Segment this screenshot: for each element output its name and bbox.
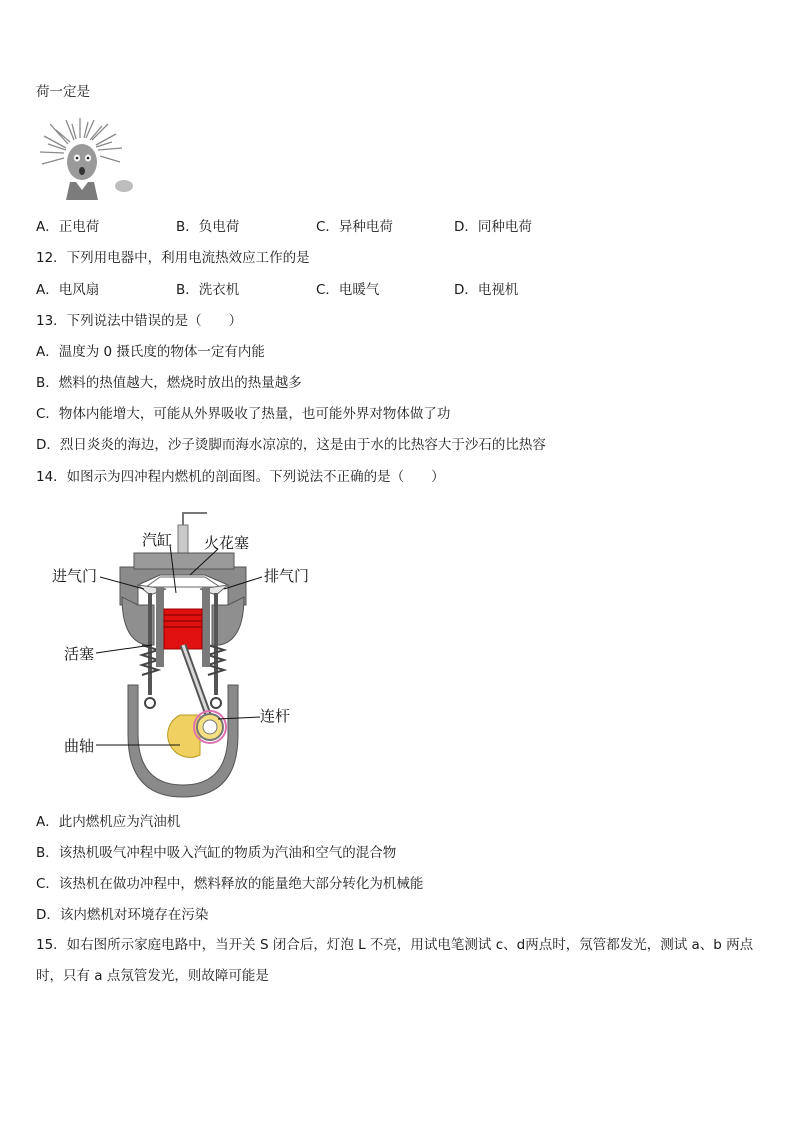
- q14-option-b: B．该热机吸气冲程中吸入汽缸的物质为汽油和空气的混合物: [36, 845, 397, 861]
- q14-stem: 14．如图示为四冲程内燃机的剖面图。下列说法不正确的是（ ）: [36, 469, 445, 485]
- label-exhaust-valve: 排气门: [264, 567, 310, 585]
- label-piston: 活塞: [64, 645, 95, 663]
- label-crankshaft: 曲轴: [64, 737, 95, 755]
- q14-option-d: D．该内燃机对环境存在污染: [36, 907, 209, 923]
- label-spark-plug: 火花塞: [204, 534, 250, 552]
- q15-stem: 15．如右图所示家庭电路中，当开关 S 闭合后，灯泡 L 不亮，用试电笔测试 c、d两点时，氖管都发光，测试 a、b 两点时，只有 a 点氖管发光，则故障可能是: [36, 937, 754, 984]
- q11-option-d: D．同种电荷: [454, 219, 532, 235]
- q12-stem: 12．下列用电器中，利用电流热效应工作的是: [36, 250, 310, 266]
- q12-option-b: B．洗衣机: [176, 282, 240, 298]
- q11-option-a: A．正电荷: [36, 219, 100, 235]
- q11-stem-tail: 荷一定是: [36, 84, 90, 100]
- q14-option-c: C．该热机在做功冲程中，燃料释放的能量绝大部分转化为机械能: [36, 876, 424, 892]
- q13-stem: 13．下列说法中错误的是（ ）: [36, 313, 243, 329]
- q11-option-c: C．异种电荷: [316, 219, 393, 235]
- q13-option-d: D．烈日炎炎的海边，沙子烫脚而海水凉凉的，这是由于水的比热容大于沙石的比热容: [36, 437, 546, 453]
- q13-option-b: B．燃料的热值越大，燃烧时放出的热量越多: [36, 375, 302, 391]
- q12-option-a: A．电风扇: [36, 282, 100, 298]
- q11-option-b: B．负电荷: [176, 219, 240, 235]
- engine-cross-section-figure: [50, 505, 330, 805]
- q13-option-a: A．温度为 0 摄氏度的物体一定有内能: [36, 344, 265, 360]
- label-connecting-rod: 连杆: [260, 707, 291, 725]
- q12-option-c: C．电暖气: [316, 282, 380, 298]
- hair-standing-figure: [36, 118, 136, 200]
- label-intake-valve: 进气门: [52, 567, 98, 585]
- q12-option-d: D．电视机: [454, 282, 519, 298]
- q13-option-c: C．物体内能增大，可能从外界吸收了热量，也可能外界对物体做了功: [36, 406, 451, 422]
- label-cylinder: 汽缸: [142, 531, 173, 549]
- q14-option-a: A．此内燃机应为汽油机: [36, 814, 181, 830]
